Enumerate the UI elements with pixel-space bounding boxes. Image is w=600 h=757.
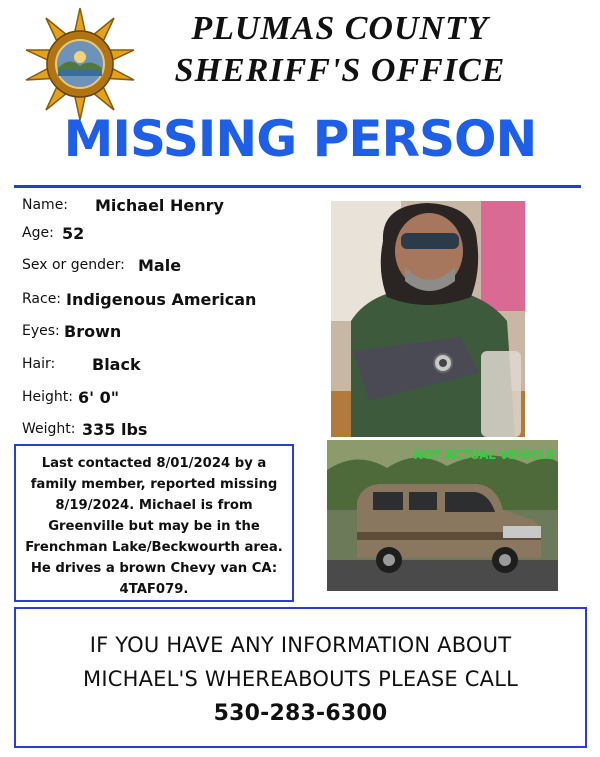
sex-value: Male — [138, 256, 182, 275]
hair-value: Black — [92, 355, 141, 374]
race-value: Indigenous American — [66, 290, 257, 309]
van-image — [327, 440, 558, 591]
eyes-label: Eyes: — [22, 323, 60, 339]
call-to-action-line2: MICHAEL'S WHEREABOUTS PLEASE CALL — [83, 667, 518, 691]
hair-label: Hair: — [22, 356, 56, 372]
phone-number: 530-283-6300 — [213, 701, 388, 726]
missing-person-photo — [331, 201, 525, 437]
height-label: Height: — [22, 389, 73, 405]
sex-label: Sex or gender: — [22, 257, 125, 273]
weight-value: 335 lbs — [82, 420, 148, 439]
vehicle-photo — [327, 440, 558, 591]
page-title: MISSING PERSON — [63, 110, 537, 168]
call-to-action-line1: IF YOU HAVE ANY INFORMATION ABOUT — [89, 633, 512, 657]
contact-info-box — [14, 607, 587, 748]
name-value: Michael Henry — [95, 196, 224, 215]
weight-label: Weight: — [22, 421, 76, 437]
agency-name-line1: PLUMAS COUNTY — [191, 10, 489, 47]
agency-name-line2: SHERIFF'S OFFICE — [174, 52, 506, 89]
age-label: Age: — [22, 225, 54, 241]
height-value: 6' 0" — [78, 388, 120, 407]
race-label: Race: — [22, 291, 62, 307]
age-value: 52 — [62, 224, 85, 243]
eyes-value: Brown — [64, 322, 122, 341]
header-divider — [14, 185, 581, 188]
name-label: Name: — [22, 197, 69, 213]
sheriff-star-badge-icon — [22, 6, 138, 122]
case-narrative-box: Last contacted 8/01/2024 by a family member, reported missing 8/19/2024. Michael is from Greenville but may be in the Frenchman Lake/Beckwourth area. He drives a brown Chevy van CA: 4TAF079. — [14, 444, 294, 602]
not-actual-vehicle-note: NOT ACTUAL VEHICLE — [413, 448, 554, 462]
